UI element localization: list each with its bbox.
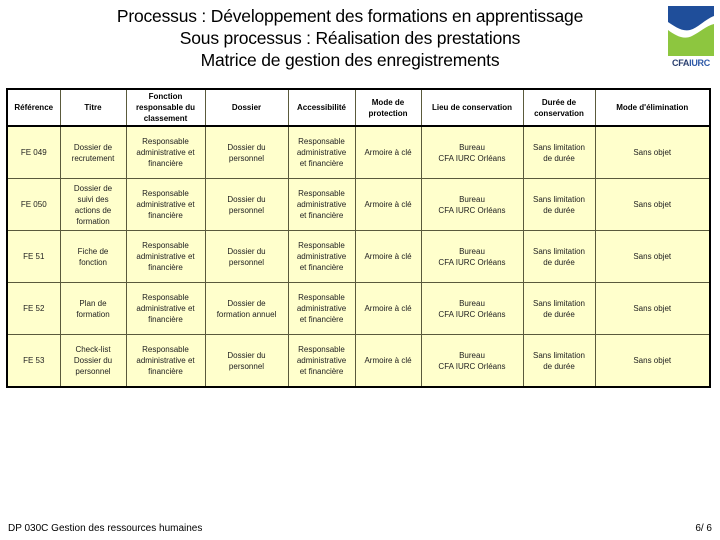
cell-lieu (421, 179, 523, 231)
cell-line: Bureau (459, 142, 485, 152)
cell-line: de durée (543, 361, 575, 371)
cell-line: Sans limitation (532, 142, 586, 152)
cell-line: Check-list (75, 345, 111, 354)
cell-elimination: Sans objet (595, 179, 710, 231)
cell-fonction (126, 126, 205, 179)
footer-document-ref: DP 030C Gestion des ressources humaines (8, 523, 203, 534)
cell-line: Dossier du (227, 194, 266, 204)
cell-elimination: Sans objet (595, 126, 710, 179)
logo-text: CFAIURC (672, 58, 710, 68)
cell-line: financière (148, 263, 183, 272)
cell-line: financière (148, 367, 183, 376)
cell-line: Responsable (142, 345, 189, 354)
cell-line: administrative et (136, 252, 195, 261)
cell-elimination: Sans objet (595, 335, 710, 388)
cell-line: administrative (296, 304, 347, 313)
cell-fonction (126, 179, 205, 231)
cell-line: et financière (299, 367, 344, 376)
cell-line: et financière (299, 211, 344, 220)
cell-duree (523, 335, 595, 388)
cell-line: Responsable (298, 345, 345, 354)
cell-line: administrative (296, 252, 347, 261)
cell-line: Dossier de (73, 142, 113, 152)
column-header: Mode d'élimination (595, 89, 710, 126)
cell-protection: Armoire à clé (355, 335, 421, 388)
table-row (7, 283, 710, 335)
cell-accessibilite (288, 283, 355, 335)
cell-line: Sans limitation (532, 194, 586, 204)
cell-line: Responsable (298, 293, 345, 302)
cell-line: personnel (228, 257, 265, 267)
subprocess-title: Sous processus : Réalisation des prestations (179, 28, 521, 48)
cell-lieu (421, 283, 523, 335)
cell-line: Dossier de (227, 298, 266, 308)
cell-elimination: Sans objet (595, 283, 710, 335)
cell-accessibilite (288, 335, 355, 388)
process-title: Processus : Développement des formations en apprentissage (116, 6, 584, 26)
cfa-iurc-logo (668, 6, 714, 68)
cell-line: administrative et (136, 148, 195, 157)
cell-line: personnel (228, 361, 265, 371)
cell-dossier (205, 283, 288, 335)
cell-line: financière (148, 211, 183, 220)
cell-line: formation (76, 309, 110, 319)
cell-line: Bureau (459, 246, 485, 256)
cell-line: financière (148, 159, 183, 168)
cell-line: Responsable (298, 189, 345, 198)
cell-line: et financière (299, 263, 344, 272)
cell-reference: FE 51 (7, 231, 60, 283)
cell-line: CFA IURC Orléans (438, 257, 506, 267)
cell-line: et financière (299, 315, 344, 324)
cell-line: Bureau (459, 194, 485, 204)
cell-line: administrative (296, 356, 347, 365)
cell-dossier (205, 335, 288, 388)
cell-line: Responsable (142, 293, 189, 302)
cell-line: Plan de (79, 298, 107, 308)
cell-line: de durée (543, 257, 575, 267)
column-header: Dossier (205, 89, 288, 126)
cell-line: CFA IURC Orléans (438, 309, 506, 319)
cell-dossier (205, 179, 288, 231)
cell-line: Sans limitation (532, 350, 586, 360)
cell-line: de durée (543, 205, 575, 215)
cell-line: Responsable (298, 137, 345, 146)
page-title (40, 5, 660, 71)
cell-elimination: Sans objet (595, 231, 710, 283)
cell-line: suivi des (77, 194, 109, 204)
cell-line: personnel (228, 153, 265, 163)
cell-titre (60, 179, 126, 231)
cell-reference: FE 050 (7, 179, 60, 231)
cell-titre (60, 231, 126, 283)
cell-line: financière (148, 315, 183, 324)
cell-line: Dossier de (73, 183, 113, 193)
cell-accessibilite (288, 126, 355, 179)
cell-line: Dossier du (73, 356, 113, 365)
cell-line: personnel (75, 367, 111, 376)
cell-protection: Armoire à clé (355, 283, 421, 335)
cell-line: Sans limitation (532, 298, 586, 308)
cell-line: administrative et (136, 356, 195, 365)
column-header: Durée de conservation (523, 89, 595, 126)
cell-fonction (126, 231, 205, 283)
cell-protection: Armoire à clé (355, 126, 421, 179)
table-row (7, 179, 710, 231)
footer-page-number: 6/ 6 (695, 523, 712, 534)
column-header: Référence (7, 89, 60, 126)
cell-reference: FE 53 (7, 335, 60, 388)
cell-duree (523, 283, 595, 335)
cell-dossier (205, 231, 288, 283)
cell-line: personnel (228, 205, 265, 215)
cell-line: Dossier du (227, 350, 266, 360)
cell-line: Sans limitation (532, 246, 586, 256)
cell-line: de durée (543, 153, 575, 163)
cell-line: Dossier du (227, 246, 266, 256)
cell-line: recrutement (71, 153, 115, 163)
cell-duree (523, 231, 595, 283)
matrix-title: Matrice de gestion des enregistrements (200, 50, 500, 70)
cell-dossier (205, 126, 288, 179)
cell-fonction (126, 283, 205, 335)
cell-protection: Armoire à clé (355, 179, 421, 231)
cell-titre (60, 335, 126, 388)
cell-titre (60, 126, 126, 179)
cell-line: et financière (299, 159, 344, 168)
column-header: Lieu de conservation (421, 89, 523, 126)
cell-line: administrative et (136, 200, 195, 209)
table-row (7, 335, 710, 388)
cell-reference: FE 049 (7, 126, 60, 179)
cell-protection: Armoire à clé (355, 231, 421, 283)
cell-line: Responsable (142, 241, 189, 250)
cell-line: Dossier du (227, 142, 266, 152)
cell-line: formation annuel (216, 309, 277, 319)
table-header-row (7, 89, 710, 126)
column-header: Mode de protection (355, 89, 421, 126)
cell-line: Responsable (142, 137, 189, 146)
cell-line: actions de (74, 205, 112, 215)
cell-line: de durée (543, 309, 575, 319)
table-row (7, 231, 710, 283)
cell-line: Responsable (142, 189, 189, 198)
cell-duree (523, 126, 595, 179)
records-matrix-table (6, 88, 711, 388)
cell-accessibilite (288, 179, 355, 231)
cell-line: administrative (296, 200, 347, 209)
cell-accessibilite (288, 231, 355, 283)
cell-lieu (421, 335, 523, 388)
column-header: Fonction responsable du classement (126, 89, 205, 126)
cell-line: CFA IURC Orléans (438, 361, 506, 371)
logo-icon (668, 6, 714, 56)
cell-line: Bureau (459, 350, 485, 360)
cell-line: Responsable (298, 241, 345, 250)
cell-line: Fiche de (77, 246, 109, 256)
cell-line: administrative et (136, 304, 195, 313)
cell-reference: FE 52 (7, 283, 60, 335)
column-header: Titre (60, 89, 126, 126)
table-row (7, 126, 710, 179)
cell-line: formation (76, 216, 110, 226)
cell-duree (523, 179, 595, 231)
cell-titre (60, 283, 126, 335)
cell-line: Bureau (459, 298, 485, 308)
cell-line: administrative (296, 148, 347, 157)
cell-lieu (421, 231, 523, 283)
cell-line: fonction (78, 257, 108, 267)
cell-lieu (421, 126, 523, 179)
column-header: Accessibilité (288, 89, 355, 126)
cell-fonction (126, 335, 205, 388)
cell-line: CFA IURC Orléans (438, 205, 506, 215)
cell-line: CFA IURC Orléans (438, 153, 506, 163)
